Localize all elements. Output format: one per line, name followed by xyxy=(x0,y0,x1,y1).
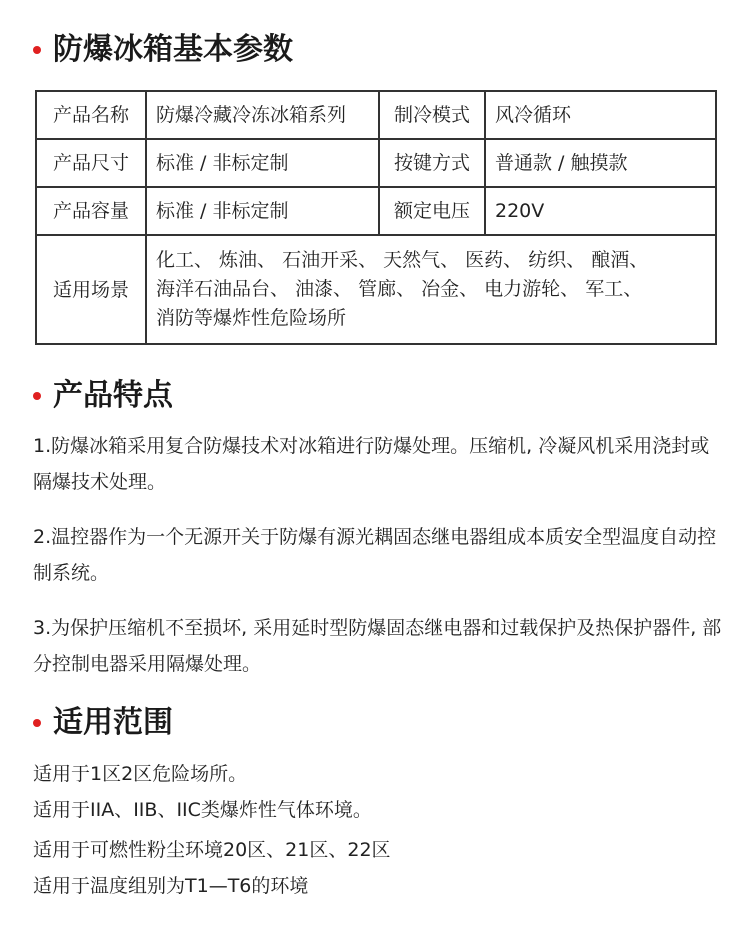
scope-item: 适用于IIA、IIB、IIC类爆炸性气体环境。 xyxy=(33,799,372,821)
param-label-name: 产品名称 xyxy=(36,91,146,139)
scene-line: 化工、 炼油、 石油开采、 天然气、 医药、 纺织、 酿酒、 xyxy=(156,249,649,271)
param-value-voltage: 220V xyxy=(485,187,716,235)
feature-paragraph: 2.温控器作为一个无源开关于防爆有源光耦固态继电器组成本质安全型温度自动控制系统。 xyxy=(33,526,717,584)
bullet-dot-icon xyxy=(33,392,41,400)
param-value-size: 标准 / 非标定制 xyxy=(146,139,379,187)
table-row xyxy=(36,91,716,139)
scope-item: 适用于1区2区危险场所。 xyxy=(33,763,248,785)
table-row xyxy=(36,235,716,344)
param-label-size: 产品尺寸 xyxy=(36,139,146,187)
scope-item: 适用于可燃性粉尘环境20区、21区、22区 xyxy=(33,839,391,861)
param-value-scene xyxy=(146,235,716,344)
table-row xyxy=(36,187,716,235)
param-label-key-type: 按键方式 xyxy=(379,139,485,187)
feature-paragraph: 3.为保护压缩机不至损坏, 采用延时型防爆固态继电器和过载保护及热保护器件, 部分控制电器采用隔爆处理。 xyxy=(33,617,722,675)
section-title-text: 产品特点 xyxy=(53,378,173,413)
section-title-text: 防爆冰箱基本参数 xyxy=(53,32,293,67)
bullet-dot-icon xyxy=(33,719,41,727)
scene-line: 消防等爆炸性危险场所 xyxy=(156,307,347,329)
param-value-cooling-mode: 风冷循环 xyxy=(485,91,716,139)
param-label-capacity: 产品容量 xyxy=(36,187,146,235)
section-title-features xyxy=(33,378,173,414)
param-label-voltage: 额定电压 xyxy=(379,187,485,235)
bullet-dot-icon xyxy=(33,46,41,54)
section-title-text: 适用范围 xyxy=(53,705,173,740)
section-title-params xyxy=(33,32,293,68)
scene-line: 海洋石油品台、 油漆、 管廊、 冶金、 电力游轮、 军工、 xyxy=(156,278,643,300)
param-value-capacity: 标准 / 非标定制 xyxy=(146,187,379,235)
section-title-scope xyxy=(33,705,173,741)
param-label-cooling-mode: 制冷模式 xyxy=(379,91,485,139)
param-value-key-type: 普通款 / 触摸款 xyxy=(485,139,716,187)
param-value-name: 防爆冷藏冷冻冰箱系列 xyxy=(146,91,379,139)
feature-paragraph: 1.防爆冰箱采用复合防爆技术对冰箱进行防爆处理。压缩机, 冷凝风机采用浇封或隔爆技术处理。 xyxy=(33,435,710,493)
table-row xyxy=(36,139,716,187)
param-label-scene: 适用场景 xyxy=(36,235,146,344)
scope-item: 适用于温度组别为T1—T6的环境 xyxy=(33,875,309,897)
params-table xyxy=(35,90,717,345)
